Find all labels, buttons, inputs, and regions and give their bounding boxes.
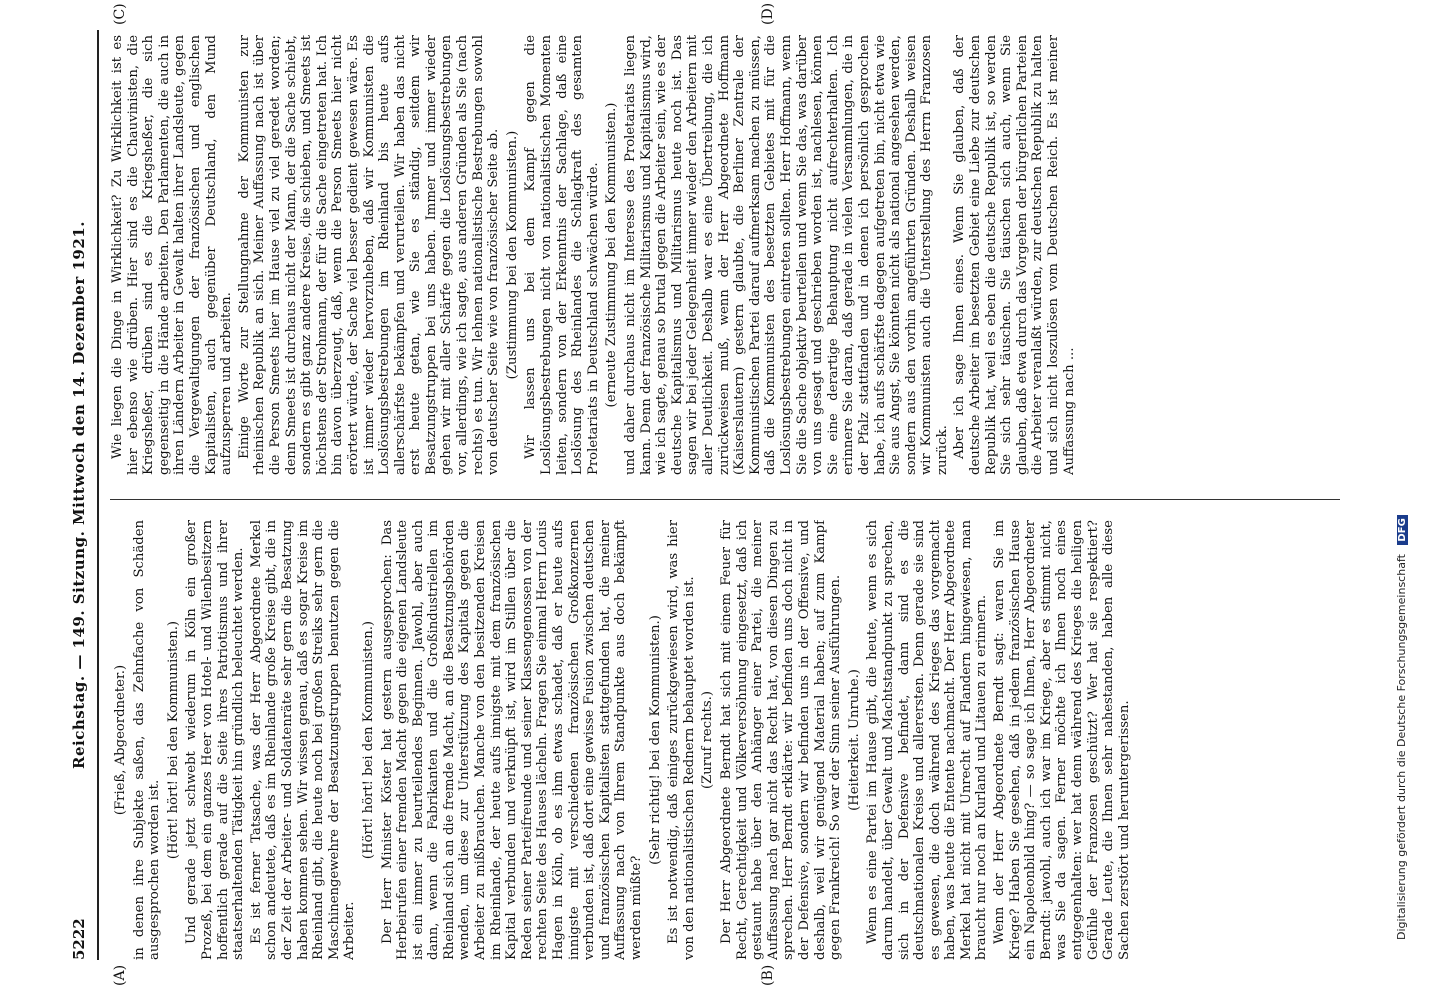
session-title: Reichstag. — 149. Sitzung. Mittwoch den 14. Dezember 1921. — [70, 221, 88, 769]
left-column — [110, 520, 1350, 960]
paragraph: Wenn es eine Partei im Hause gibt, die heute, wenn es sich darum handelt, über Gewalt und Machtstandpunkt zu sprechen, sich in der Defensive befindet, dann sind es die deutschnationalen Kreise und allerersten. Denn gerade sie sind es gewesen, die doch während des Krieges das vorgemacht haben, was heute die Entente nachmacht. Der Herr Abgeordnete Merkel hat nicht mit Unrecht auf Flandern hingewiesen, man braucht nur noch an Kurland und Litauen zu erinnern. — [865, 520, 990, 960]
interjection: (Sehr richtig! bei den Kommunisten.) — [647, 615, 663, 865]
margin-marker-b: (B) — [760, 964, 776, 986]
paragraph: Wie liegen die Dinge in Wirklichkeit? Zu Wirklichkeit ist es hier ebenso wie drüben. Hier sind es die Chauvinisten, die Kriegsheßer, drüben sind es die Kriegsheßer, die sich gegenseitig in die Hände arbeiten. Den Parlamenten, die auch in ihren Ländern Arbeiter in Gewalt halten ihrer Landsleute, gegen die Vergewaltigungen der französischen und englischen Kapitalisten, auch gegenüber Deutschland, den Mund aufzusperren und arbeiten. — [110, 35, 235, 475]
interjection: (Zustimmung bei den Kommunisten.) — [504, 130, 520, 380]
margin-marker-a: (A) — [112, 964, 128, 986]
interjection: (erneute Zustimmung bei den Kommunisten.) — [604, 102, 620, 408]
footer-text: Digitalisierung gefördert durch die Deutsche Forschungsgemeinschaft — [1395, 554, 1408, 940]
header-rule — [97, 30, 99, 960]
interjection: (Hört! hört! bei den Kommunisten.) — [165, 620, 181, 860]
page-number: 5222 — [70, 918, 88, 960]
paragraph: Es ist notwendig, daß einiges zurückgewiesen wird, was hier von den nationalistischen Rednern behauptet worden ist. — [666, 520, 697, 960]
paragraph: und daher durchaus nicht im Interesse des Proletariats liegen kann. Denn der französische Militarismus und Kapitalismus wird, wie ich sagte, genau so brutal gegen die Arbeiter sein, wie es der deutsche Kapitalismus und Militarismus heute noch ist. Das sagen wir bei jeder Gelegenheit immer wieder den Arbeitern mit aller Deutlichkeit. Deshalb war es eine Übertreibung, die ich zurückweisen muß, wenn der Herr Abgeordnete Hoffmann (Kaiserslautern) gestern glaubte, die Berliner Zentrale der Kommunistischen Partei darauf aufmerksam machen zu müssen, daß die Kommunisten des besetzten Gebietes mit für die Loslösungsbestrebungen eintreten sollten. Herr Hoffmann, wenn Sie die Sache objektiv beurteilen und wenn Sie das, was darüber von uns gesagt und geschrieben worden ist, nachlesen, können Sie eine derartige Behauptung nicht aufrechterhalten. Ich erinnere Sie daran, daß gerade in vielen Versammlungen, die in der Pfalz stattfanden und in denen ich persönlich gesprochen habe, ich aufs schärfste dagegen aufgetreten bin, nicht etwa wie Sie aus Angst, Sie könnten nicht als national angesehen werden, sondern aus den vorhin angeführten Gründen. Deshalb weisen wir Kommunisten auch die Unterstellung des Herrn Franzosen zurück. — [623, 35, 950, 475]
paragraph: Der Herr Minister Köster hat gestern ausgesprochen: Das Herbeirufen einer fremden Macht gegen die eigenen Landsleute ist ein immer zu beurteilendes Beginnen. Jawohl, aber auch dann, wenn die Fabrikanten und die Großindustriellen im Rheinland sich an die fremde Macht, an die Besatzungsbehörden wenden, um diese zur Unterstützung des Kapitals gegen die Arbeiter zu mißbrauchen. Manche von den besitzenden Kreisen im Rheinlande, der heute aufs innigste mit dem französischen Kapital verbunden und verknüpft ist, wird im Stillen über die Reden seiner Parteifreunde und seiner Klassengenossen von der rechten Seite des Hauses lächeln. Fragen Sie einmal Herrn Louis Hagen in Köln, ob es ihm etwas schadet, daß er heute aufs innigste mit verschiedenen französischen Großkonzernen verbunden ist, daß dort eine gewisse Fusion zwischen deutschen und französischen Kapitalisten stattgefunden hat, die meiner Auffassung nach von Ihrem Standpunkte aus doch bekämpft werden müßte? — [379, 520, 644, 960]
paragraph: Es ist ferner Tatsache, was der Herr Abgeordnete Merkel schon andeutete, daß es im Rheinlande große Kreise gibt, die in der Zeit der Arbeiter- und Soldatenräte sehr gern die Besatzung haben kommen sehen. Wir wissen genau, daß es sogar Kreise im Rheinland gibt, die heute noch bei großen Streiks sehr gern die Maschinengewehre der Besatzungstruppen benutzen gegen die Arbeiter. — [248, 520, 358, 960]
paragraph: Und gerade jetzt schwebt wiederum in Köln ein großer Prozeß, bei dem ein ganzes Heer von Hotel- und Wilenbesitzern hoffentlich gerade auf die Seite ihres Patriotismus und ihrer staatserhaltenden Tätigkeit hin gründlich beleuchtet werden. — [184, 520, 247, 960]
margin-marker-d: (D) — [760, 2, 776, 25]
column-divider — [110, 499, 1340, 500]
paragraph: Aber ich sage Ihnen eines. Wenn Sie glauben, daß der deutsche Arbeiter im besetzten Gebiet eine Liebe zur deutschen Republik hat, weil es eben die deutsche Republik ist, so werden Sie sich sehr täuschen. Sie täuschen sich auch, wenn Sie glauben, daß etwa durch das Vorgehen der bürgerlichen Parteien die Arbeiter veranlaßt würden, zur deutschen Republik zu halten und sich nicht loszulösen vom Deutschen Reich. Es ist meiner Auffassung nach ... — [952, 35, 1077, 475]
paragraph: Wenn der Herr Abgeordnete Berndt sagt: waren Sie im Kriege? Haben Sie gesehen, daß in jedem französischen Hause ein Napoleonbild hing? — so sage ich Ihnen, Herr Abgeordneter Berndt: jawohl, auch ich war im Kriege, aber es stimmt nicht, was Sie da sagen. Ferner möchte ich Ihnen noch eines entgegenhalten: wer hat denn während des Krieges die heiligen Gefühle der Franzosen geschützt? Wer hat sie respektiert? Gerade Leute, die Ihnen sehr nahestanden, haben alle diese Sachen zerstört und heruntergerissen. — [992, 520, 1132, 960]
page-header — [70, 30, 94, 960]
speaker-line: (Frieß, Abgeordneter.) — [113, 664, 128, 816]
right-column — [110, 35, 1350, 475]
digitization-footer — [1395, 40, 1415, 940]
paragraph: Einige Worte zur Stellungnahme der Kommunisten zur rheinischen Republik an sich. Meiner Auffassung nach ist über die Person Smeets hier im Hause viel zu viel geredet worden; denn Smeets ist durchaus nicht der Mann, der die Sache schiebt, sondern es gibt ganz andere Kreise, die schieben, und Smeets ist höchstens der Strohmann, der für die Sache eingetreten hat. Ich bin davon überzeugt, daß, wenn die Person Smeets hier nicht erörtert würde, der Sache viel besser gedient gewesen wäre. Es ist immer wieder hervorzuheben, daß wir Kommunisten die Loslösungsbestrebungen im Rheinland bis heute aufs allerschärfste bekämpfen und verurteilen. Wir haben das nicht erst heute getan, wie Sie es ständig, seitdem wir Besatzungstruppen bei uns haben. Immer und immer wieder gehen wir mit aller Schärfe gegen die Loslösungsbestrebungen vor, allerdings, wie ich sagte, aus anderen Gründen als Sie (nach rechts) es tun. Wir lehnen nationalistische Bestrebungen sowohl von deutscher Seite wie von französischer Seite ab. — [236, 35, 502, 475]
paragraph: in denen ihre Subjekte saßen, das Zehnfache von Schäden ausgesprochen worden ist. — [131, 520, 163, 960]
margin-marker-c: (C) — [112, 3, 128, 25]
paragraph: Wir lassen uns bei dem Kampf gegen die Loslösungsbestrebungen nicht von nationalistischen Momenten leiten, sondern von der Erkenntnis der Sachlage, daß eine Loslösung des Rheinlandes die Schlagkraft des gesamten Proletariats in Deutschland schwächen würde. — [523, 35, 601, 475]
dfg-logo: DFG — [1397, 515, 1408, 544]
interjection: (Zuruf rechts.) — [700, 690, 716, 790]
interjection: (Heiterkeit. Unruhe.) — [846, 669, 862, 811]
interjection: (Hört! hört! bei den Kommunisten.) — [360, 620, 376, 860]
paragraph: Der Herr Abgeordnete Berndt hat sich mit einem Feuer für Recht, Gerechtigkeit und Völkerversöhnung eingesetzt, daß ich gestaunt habe über den Anhänger einer Partei, die meiner Auffassung nach gar nicht das Recht hat, von diesen Dingen zu sprechen. Herr Berndt erklärte: wir befinden uns doch nicht in der Defensive, sondern wir befinden uns in der Offensive, und deshalb, weil wir genügend Material haben; auf zum Kampf gegen Frankreich! So war der Sinn seiner Ausführungen. — [718, 520, 844, 960]
